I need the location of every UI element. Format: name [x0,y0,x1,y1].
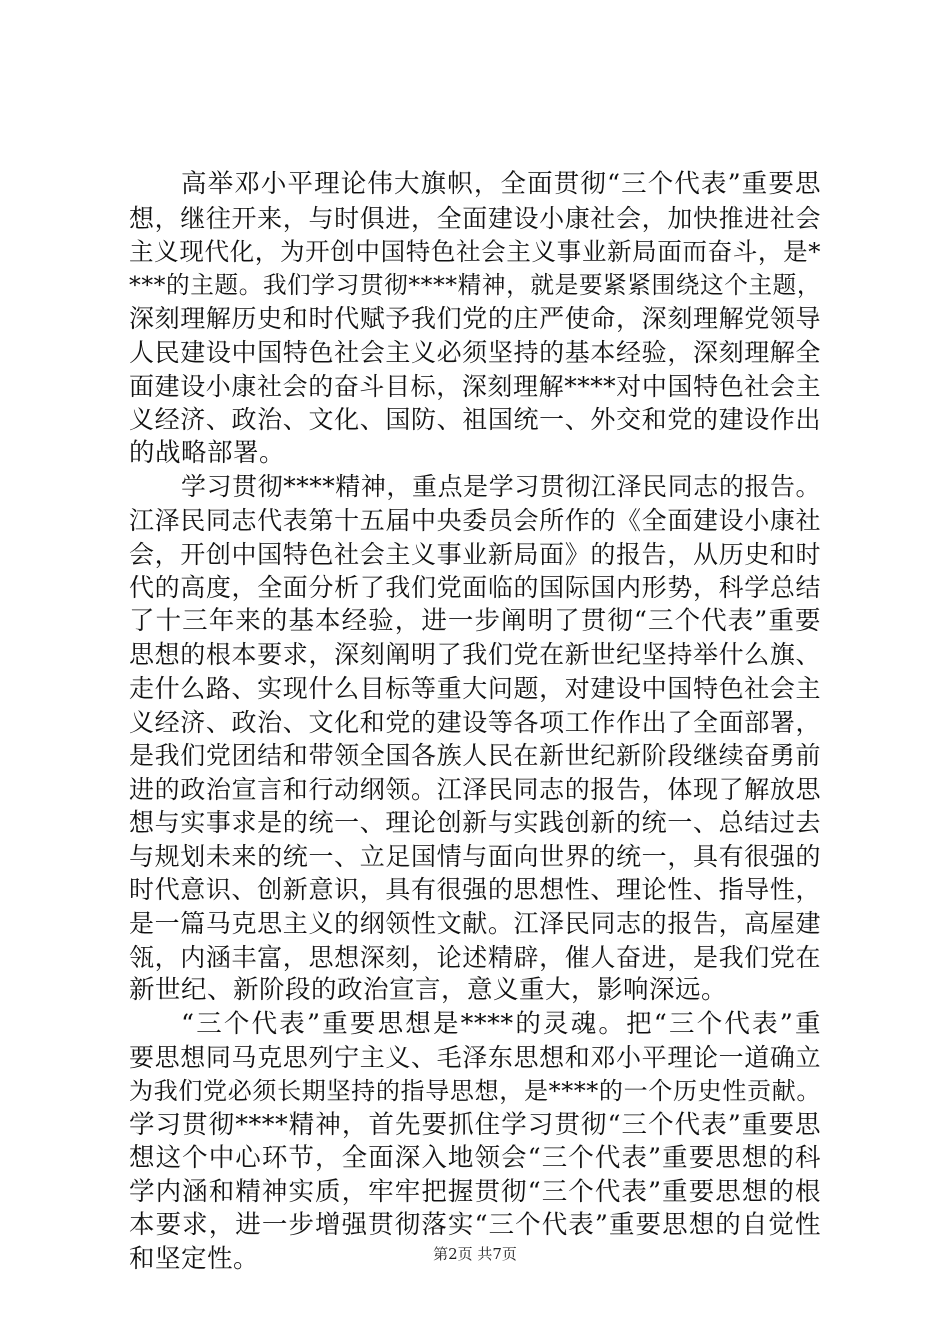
text-line: 思想的根本要求，深刻阐明了我们党在新世纪坚持举什么旗、 [129,640,821,670]
page-number-footer: 第2页 共7页 [433,1245,517,1263]
text-line: 是一篇马克思主义的纲领性文献。江泽民同志的报告，高屋建 [129,909,821,939]
text-line: 想，继往开来，与时俱进，全面建设小康社会，加快推进社会 [129,203,821,233]
text-line: 走什么路、实现什么目标等重大问题，对建设中国特色社会主 [129,673,821,703]
text-line: 的战略部署。 [129,437,286,468]
text-line: 人民建设中国特色社会主义必须坚持的基本经验，深刻理解全 [129,337,821,367]
text-line: “三个代表”重要思想是****的灵魂。把“三个代表”重 [181,1008,821,1039]
text-line: 高举邓小平理论伟大旗帜，全面贯彻“三个代表”重要思 [181,169,821,199]
document-body [129,168,821,1277]
text-line: 学内涵和精神实质，牢牢把握贯彻“三个代表”重要思想的根 [129,1176,821,1207]
text-line: 江泽民同志代表第十五届中央委员会所作的《全面建设小康社 [129,505,821,535]
text-line: 想这个中心环节，全面深入地领会“三个代表”重要思想的科 [129,1143,821,1174]
text-line: 要思想同马克思列宁主义、毛泽东思想和邓小平理论一道确立 [129,1043,821,1073]
text-line: 是我们党团结和带领全国各族人民在新世纪新阶段继续奋勇前 [129,741,821,771]
text-line: 会，开创中国特色社会主义事业新局面》的报告，从历史和时 [129,539,821,569]
text-line: 代的高度，全面分析了我们党面临的国际国内形势，科学总结 [129,573,821,603]
paragraph-3 [129,1008,821,1277]
text-line: 与规划未来的统一、立足国情与面向世界的统一，具有很强的 [129,841,821,871]
text-line: 进的政治宣言和行动纲领。江泽民同志的报告，体现了解放思 [129,774,821,804]
text-line: 深刻理解历史和时代赋予我们党的庄严使命，深刻理解党领导 [129,304,821,334]
text-line: ***的主题。我们学习贯彻****精神，就是要紧紧围绕这个主题， [129,270,821,299]
text-line: 学习贯彻****精神，首先要抓住学习贯彻“三个代表”重要思 [129,1109,821,1140]
text-line: 主义现代化，为开创中国特色社会主义事业新局面而奋斗，是* [129,237,821,267]
text-line: 想与实事求是的统一、理论创新与实践创新的统一、总结过去 [129,808,821,838]
text-line: 为我们党必须长期坚持的指导思想，是****的一个历史性贡献。 [129,1077,821,1106]
paragraph-1 [129,168,821,470]
text-line: 和坚定性。 [129,1244,260,1274]
text-line: 本要求，进一步增强贯彻落实“三个代表”重要思想的自觉性 [129,1210,821,1241]
paragraph-2 [129,470,821,1008]
text-line: 瓴，内涵丰富，思想深刻，论述精辟，催人奋进，是我们党在 [129,942,821,972]
text-line: 义经济、政治、文化和党的建设等各项工作作出了全面部署， [129,707,821,737]
text-line: 了十三年来的基本经验，进一步阐明了贯彻“三个代表”重要 [129,605,821,636]
text-line: 新世纪、新阶段的政治宣言，意义重大，影响深远。 [129,975,728,1006]
text-line: 时代意识、创新意识，具有很强的思想性、理论性、指导性， [129,875,821,905]
text-line: 面建设小康社会的奋斗目标，深刻理解****对中国特色社会主 [129,371,821,401]
text-line: 义经济、政治、文化、国防、祖国统一、外交和党的建设作出 [129,405,821,435]
text-line: 学习贯彻****精神，重点是学习贯彻江泽民同志的报告。 [181,472,821,502]
